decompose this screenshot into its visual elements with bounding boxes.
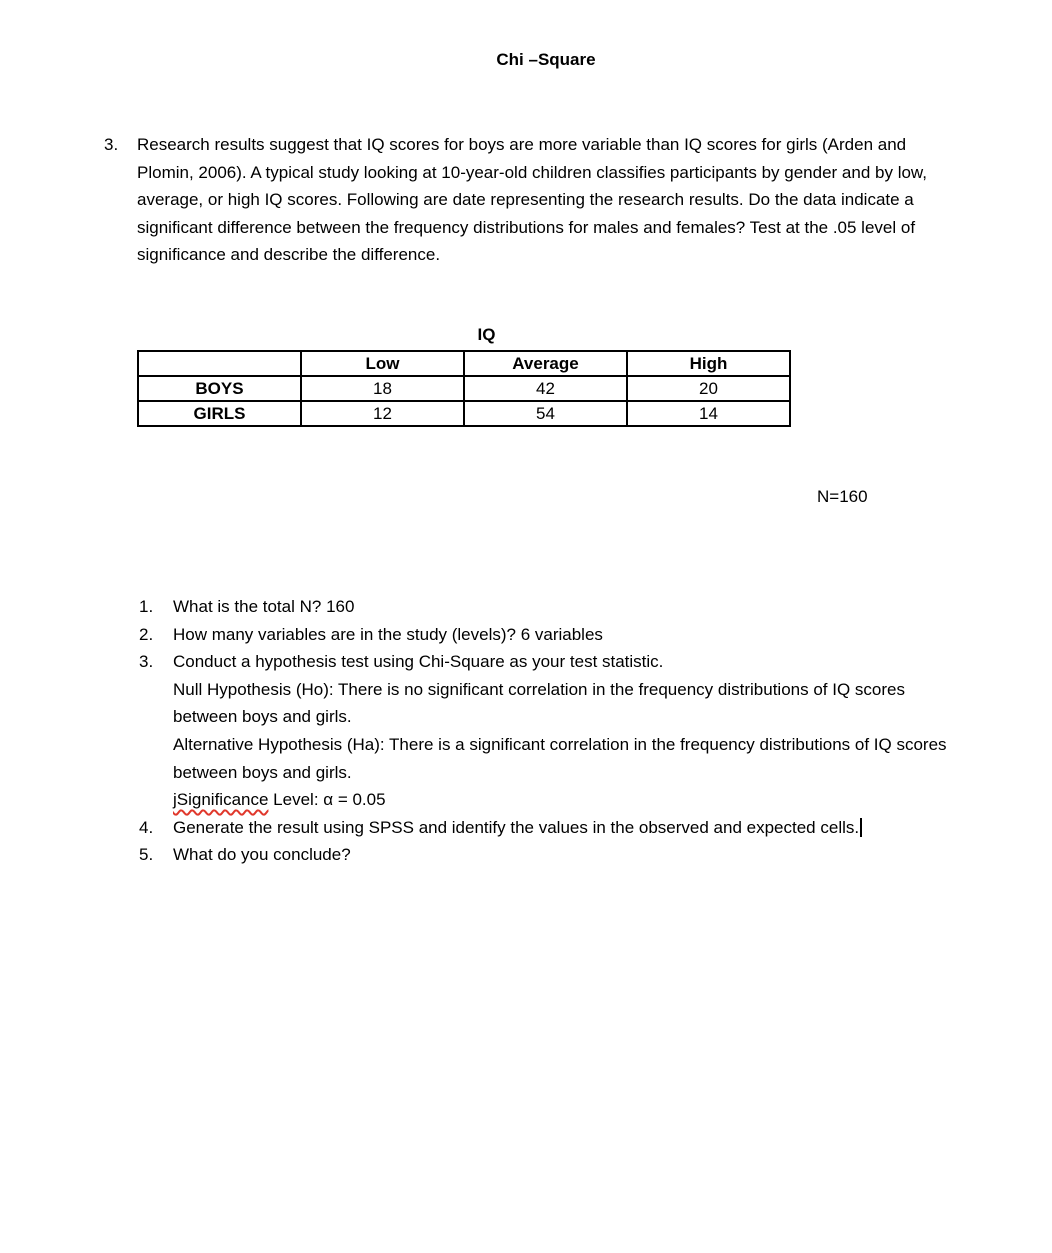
column-header-average: Average bbox=[464, 351, 627, 376]
significance-level-text: Level: α = 0.05 bbox=[268, 790, 386, 810]
question-number: 3. bbox=[139, 652, 154, 672]
misspelled-word-squiggle: jSignificance bbox=[173, 790, 269, 810]
question-number: 4. bbox=[139, 817, 154, 837]
null-hypothesis-text: Null Hypothesis (Ho): There is no significant correlation in the frequency distributions of IQ scores between boys and girls. bbox=[173, 679, 905, 727]
question-text-content: Generate the result using SPSS and identify the values in the observed and expected cells. bbox=[173, 817, 860, 837]
significance-level-line bbox=[173, 786, 951, 814]
text-cursor bbox=[860, 818, 862, 837]
question-number: 5. bbox=[139, 845, 154, 865]
question-text: Conduct a hypothesis test using Chi-Square as your test statistic. bbox=[173, 652, 664, 672]
cell-girls-high: 14 bbox=[627, 401, 790, 426]
question-item-3 bbox=[139, 648, 951, 676]
question-number: 1. bbox=[139, 597, 154, 616]
total-n-label: N=160 bbox=[817, 487, 868, 506]
question-item-2 bbox=[139, 621, 951, 649]
row-label-girls: GIRLS bbox=[138, 401, 301, 426]
table-row-boys bbox=[138, 376, 790, 401]
column-header-low: Low bbox=[301, 351, 464, 376]
cell-boys-high: 20 bbox=[627, 376, 790, 401]
page-title: Chi –Square bbox=[496, 50, 596, 69]
iq-frequency-table bbox=[137, 350, 791, 427]
column-header-high: High bbox=[627, 351, 790, 376]
problem-number: 3. bbox=[104, 135, 119, 154]
table-caption: IQ bbox=[477, 325, 496, 344]
question-item-1 bbox=[139, 593, 951, 621]
problem-statement bbox=[104, 131, 964, 269]
question-item-4 bbox=[139, 814, 951, 842]
question-number: 2. bbox=[139, 624, 154, 644]
question-text bbox=[173, 814, 862, 842]
table-header-row bbox=[138, 351, 790, 376]
cell-girls-average: 54 bbox=[464, 401, 627, 426]
cell-boys-low: 18 bbox=[301, 376, 464, 401]
question-list bbox=[139, 593, 951, 869]
question-item-5 bbox=[139, 841, 951, 869]
question-text: How many variables are in the study (levels)? 6 variables bbox=[173, 624, 603, 644]
alternative-hypothesis-text: Alternative Hypothesis (Ha): There is a significant correlation in the frequency distributions of IQ scores between boys and girls. bbox=[173, 734, 947, 782]
cell-boys-average: 42 bbox=[464, 376, 627, 401]
cell-girls-low: 12 bbox=[301, 401, 464, 426]
question-text: What do you conclude? bbox=[173, 845, 351, 865]
corner-cell bbox=[138, 351, 301, 376]
table-row-girls bbox=[138, 401, 790, 426]
problem-text: Research results suggest that IQ scores for boys are more variable than IQ scores for girls (Arden and Plomin, 2006). A typical study looking at 10-year-old children classifies participants by gender and by low, average, or high IQ scores. Following are date representing the research results. Do the data indicate a significant difference between the frequency distributions for males and females? Test at the .05 level of significance and describe the difference. bbox=[137, 135, 927, 265]
question-text: What is the total N? 160 bbox=[173, 597, 355, 616]
row-label-boys: BOYS bbox=[138, 376, 301, 401]
